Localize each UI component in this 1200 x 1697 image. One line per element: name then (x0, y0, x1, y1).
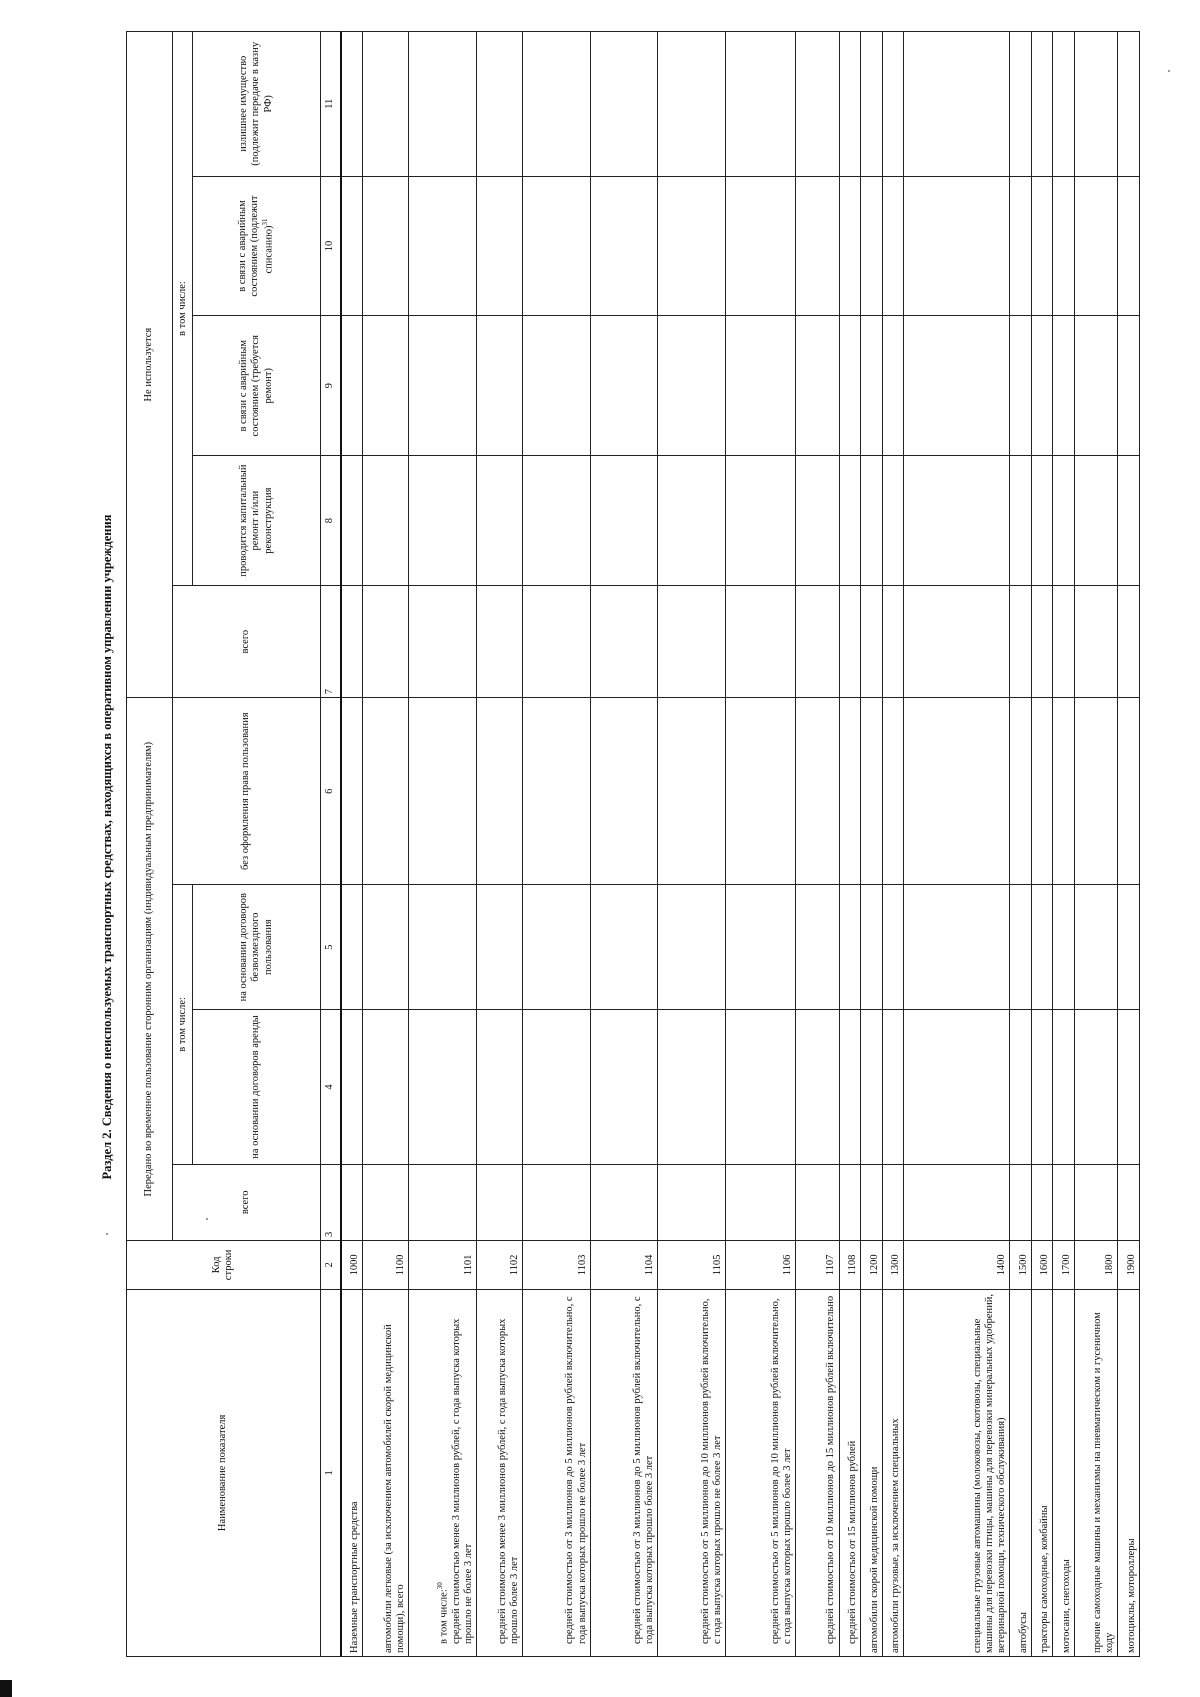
table-row (861, 32, 883, 1657)
row-code: 1101 (409, 1241, 477, 1290)
row-name: средней стоимостью от 5 миллионов до 10 миллионов рублей включительно, с года выпуска которых прошло более 3 лет (725, 1289, 795, 1656)
row-code: 1104 (590, 1241, 658, 1290)
row-code: 1900 (1118, 1241, 1140, 1290)
header-surplus: излишнее имущество (подлежит передаче в казну РФ) (193, 32, 320, 177)
row-name: средней стоимостью от 3 миллионов до 5 миллионов рублей включительно, с года выпуска которых прошло не более 3 лет (522, 1289, 590, 1656)
table-row (1053, 32, 1075, 1657)
table-row (590, 32, 658, 1657)
row-code: 1800 (1074, 1241, 1117, 1290)
row-name: автомобили скорой медицинской помощи (861, 1289, 883, 1656)
row-code: 1106 (725, 1241, 795, 1290)
row-name: в том числе:$^{30}$ средней стоимостью менее 3 миллионов рублей, с года выпуска которых прошло не более 3 лет (409, 1289, 477, 1656)
row-code: 1103 (522, 1241, 590, 1290)
row-code: 1600 (1031, 1241, 1053, 1290)
table-row (363, 32, 409, 1657)
row-code: 1500 (1009, 1241, 1031, 1290)
row-code: 1107 (796, 1241, 839, 1290)
row-name: прочие самоходные машины и механизмы на пневматическом и гусеничном ходу (1074, 1289, 1117, 1656)
row-code: 1200 (861, 1241, 883, 1290)
unused-vehicles-table (126, 31, 1140, 1657)
header-lease: на основании договоров аренды (193, 1010, 320, 1164)
table-row (904, 32, 1010, 1657)
table-row (1009, 32, 1031, 1657)
row-name: средней стоимостью от 3 миллионов до 5 миллионов рублей включительно, с года выпуска которых прошло более 3 лет (590, 1289, 658, 1656)
column-number: 6 (320, 698, 341, 885)
header-no-rights: без оформления права пользования (173, 698, 321, 885)
column-number: 5 (320, 885, 341, 1010)
column-number: 11 (320, 32, 341, 177)
row-name: средней стоимостью от 5 миллионов до 10 миллионов рублей включительно, с года выпуска которых прошло не более 3 лет (658, 1289, 726, 1656)
table-row (839, 32, 861, 1657)
header-repair: проводится капитальный ремонт и/или реконструкция (193, 456, 320, 586)
header-total-transferred: всего (173, 1164, 321, 1240)
table-row (1031, 32, 1053, 1657)
header-total-not-used: всего (173, 586, 321, 698)
row-code: 1300 (882, 1241, 904, 1290)
row-name: средней стоимостью от 15 миллионов рублей (839, 1289, 861, 1656)
column-number: 10 (320, 176, 341, 316)
header-emergency-writeoff: в связи с аварийным состоянием (подлежит списанию)$^{31}$ (193, 176, 320, 316)
table-row (882, 32, 904, 1657)
row-code: 1700 (1053, 1241, 1075, 1290)
column-number: 4 (320, 1010, 341, 1164)
row-name: автомобили легковые (за исключением автомобилей скорой медицинской помощи), всего (363, 1289, 409, 1656)
table-row (796, 32, 839, 1657)
row-name: тракторы самоходные, комбайны (1031, 1289, 1053, 1656)
column-number: 1 (320, 1289, 341, 1656)
table-row (1118, 32, 1140, 1657)
column-number: 8 (320, 456, 341, 586)
column-number: 2 (320, 1241, 341, 1290)
header-including-transferred: в том числе: (173, 885, 193, 1165)
table-row (522, 32, 590, 1657)
row-code: 1108 (839, 1241, 861, 1290)
row-name: средней стоимостью менее 3 миллионов рублей, с года выпуска которых прошло более 3 лет (476, 1289, 522, 1656)
header-row-code: Код строки (127, 1241, 321, 1290)
row-code: 1102 (476, 1241, 522, 1290)
row-name: автобусы (1009, 1289, 1031, 1656)
header-free-use: на основании договоров безвозмездного пользования (193, 885, 320, 1010)
row-name: Наземные транспортные средства (341, 1289, 363, 1656)
column-number: 9 (320, 316, 341, 456)
header-indicator-name: Наименование показателя (127, 1289, 321, 1656)
section-title: Раздел 2. Сведения о неиспользуемых транспортных средствах, находящихся в оперативном управлении учреждения (100, 514, 114, 1180)
row-code: 1105 (658, 1241, 726, 1290)
column-numbers-row (320, 32, 341, 1657)
table-row (658, 32, 726, 1657)
header-including-not-used: в том числе: (173, 32, 193, 586)
column-number: 3 (320, 1164, 341, 1240)
row-name: специальные грузовые автомашины (молоковозы, скотовозы, специальные машины для перевозки птицы, машины для перевозки минеральных удобрений, ветеринарной помощи, технического обслуживания) (904, 1289, 1010, 1656)
row-code: 1100 (363, 1241, 409, 1290)
table-row (409, 32, 477, 1657)
row-name: средней стоимостью от 10 миллионов до 15 миллионов рублей включительно (796, 1289, 839, 1656)
row-code: 1400 (904, 1241, 1010, 1290)
row-name: мотоциклы, мотороллеры (1118, 1289, 1140, 1656)
header-not-used-group: Не используется (127, 32, 173, 698)
row-name: автомобили грузовые, за исключением специальных (882, 1289, 904, 1656)
column-number: 7 (320, 586, 341, 698)
row-code: 1000 (341, 1241, 363, 1290)
table-row (1074, 32, 1117, 1657)
row-name: мотосани, снегоходы (1053, 1289, 1075, 1656)
table-row (341, 32, 363, 1657)
header-emergency-repair: в связи с аварийным состоянием (требуется ремонт) (193, 316, 320, 456)
table-row (725, 32, 795, 1657)
header-transferred-group: Передано во временное пользование сторонним организациям (индивидуальным предпринимателям) (127, 698, 173, 1241)
table-row (476, 32, 522, 1657)
